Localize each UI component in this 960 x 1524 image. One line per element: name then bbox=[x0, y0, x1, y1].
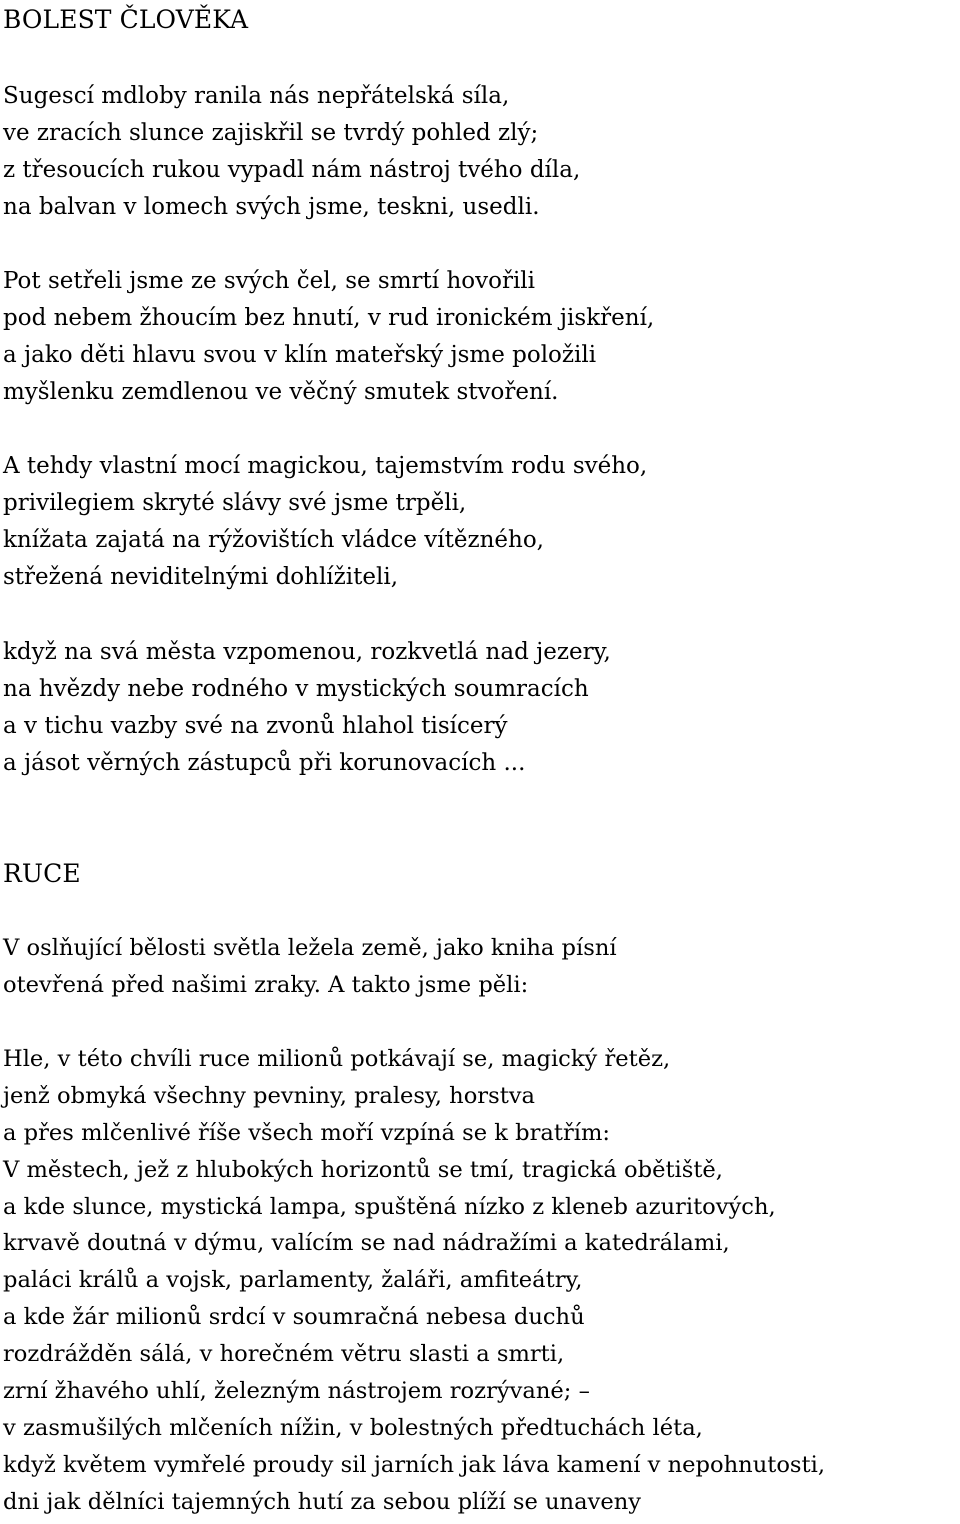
verse-line: a jako děti hlavu svou v klín mateřský jsme položili bbox=[3, 341, 597, 368]
verse-line: otevřená před našimi zraky. A takto jsme pěli: bbox=[3, 971, 529, 998]
verse-line: v zasmušilých mlčeních nížin, v bolestných předtuchách léta, bbox=[3, 1414, 703, 1441]
poem-2-intro bbox=[3, 930, 617, 1004]
verse-line: a kde žár milionů srdcí v soumračná nebesa duchů bbox=[3, 1304, 585, 1331]
poem-1-stanza-4 bbox=[3, 634, 611, 782]
verse-line: Pot setřeli jsme ze svých čel, se smrtí hovořili bbox=[3, 268, 536, 294]
verse-line: a přes mlčenlivé říše všech moří vzpíná se k bratřím: bbox=[3, 1119, 611, 1146]
verse-line: z třesoucích rukou vypadl nám nástroj tvého díla, bbox=[3, 156, 581, 183]
verse-line: zrní žhavého uhlí, železným nástrojem rozrývané; – bbox=[3, 1378, 590, 1405]
verse-line: Hle, v této chvíli ruce milionů potkávají se, magický řetěz, bbox=[3, 1046, 671, 1072]
verse-line: A tehdy vlastní mocí magickou, tajemstvím rodu svého, bbox=[3, 453, 648, 479]
verse-line: jenž obmyká všechny pevniny, pralesy, horstva bbox=[3, 1082, 536, 1109]
poem-1-stanza-1 bbox=[3, 78, 580, 226]
verse-line: rozdrážděn sálá, v horečném větru slasti a smrti, bbox=[3, 1341, 565, 1368]
verse-line: když na svá města vzpomenou, rozkvetlá nad jezery, bbox=[3, 639, 611, 665]
poem-1-stanza-3 bbox=[3, 448, 647, 596]
verse-line: V oslňující bělosti světla ležela země, jako kniha písní bbox=[3, 935, 617, 961]
verse-line: když květem vymřelé proudy sil jarních jak láva kamení v nepohnutosti, bbox=[3, 1451, 826, 1478]
verse-line: na hvězdy nebe rodného v mystických soumracích bbox=[3, 675, 589, 702]
verse-line: paláci králů a vojsk, parlamenty, žaláři, amfiteátry, bbox=[3, 1267, 583, 1294]
verse-line: pod nebem žhoucím bez hnutí, v rud ironickém jiskření, bbox=[3, 304, 655, 331]
verse-line: privilegiem skryté slávy své jsme trpěli, bbox=[3, 489, 467, 516]
verse-line: ve zracích slunce zajiskřil se tvrdý pohled zlý; bbox=[3, 119, 539, 146]
verse-line: a jásot věrných zástupců při korunovacích ... bbox=[3, 749, 526, 776]
verse-line: dni jak dělníci tajemných hutí za sebou plíží se unaveny bbox=[3, 1488, 642, 1515]
poem-2-stanza-1 bbox=[3, 1041, 825, 1521]
verse-line: a v tichu vazby své na zvonů hlahol tisícerý bbox=[3, 712, 508, 739]
verse-line: V městech, jež z hlubokých horizontů se tmí, tragická obětiště, bbox=[3, 1156, 723, 1183]
verse-line: knížata zajatá na rýžovištích vládce vítězného, bbox=[3, 526, 544, 553]
verse-line: na balvan v lomech svých jsme, teskni, usedli. bbox=[3, 193, 540, 220]
verse-line: a kde slunce, mystická lampa, spuštěná nízko z kleneb azuritových, bbox=[3, 1193, 776, 1220]
verse-line: Sugescí mdloby ranila nás nepřátelská síla, bbox=[3, 83, 510, 109]
poem-1-stanza-2 bbox=[3, 263, 654, 411]
verse-line: střežená neviditelnými dohlížiteli, bbox=[3, 563, 399, 590]
verse-line: myšlenku zemdlenou ve věčný smutek stvoření. bbox=[3, 378, 559, 405]
verse-line: krvavě doutná v dýmu, valícím se nad nádražími a katedrálami, bbox=[3, 1230, 730, 1257]
poem-title-bolest-cloveka: BOLEST ČLOVĚKA bbox=[3, 5, 249, 34]
poem-title-ruce: RUCE bbox=[3, 859, 81, 888]
